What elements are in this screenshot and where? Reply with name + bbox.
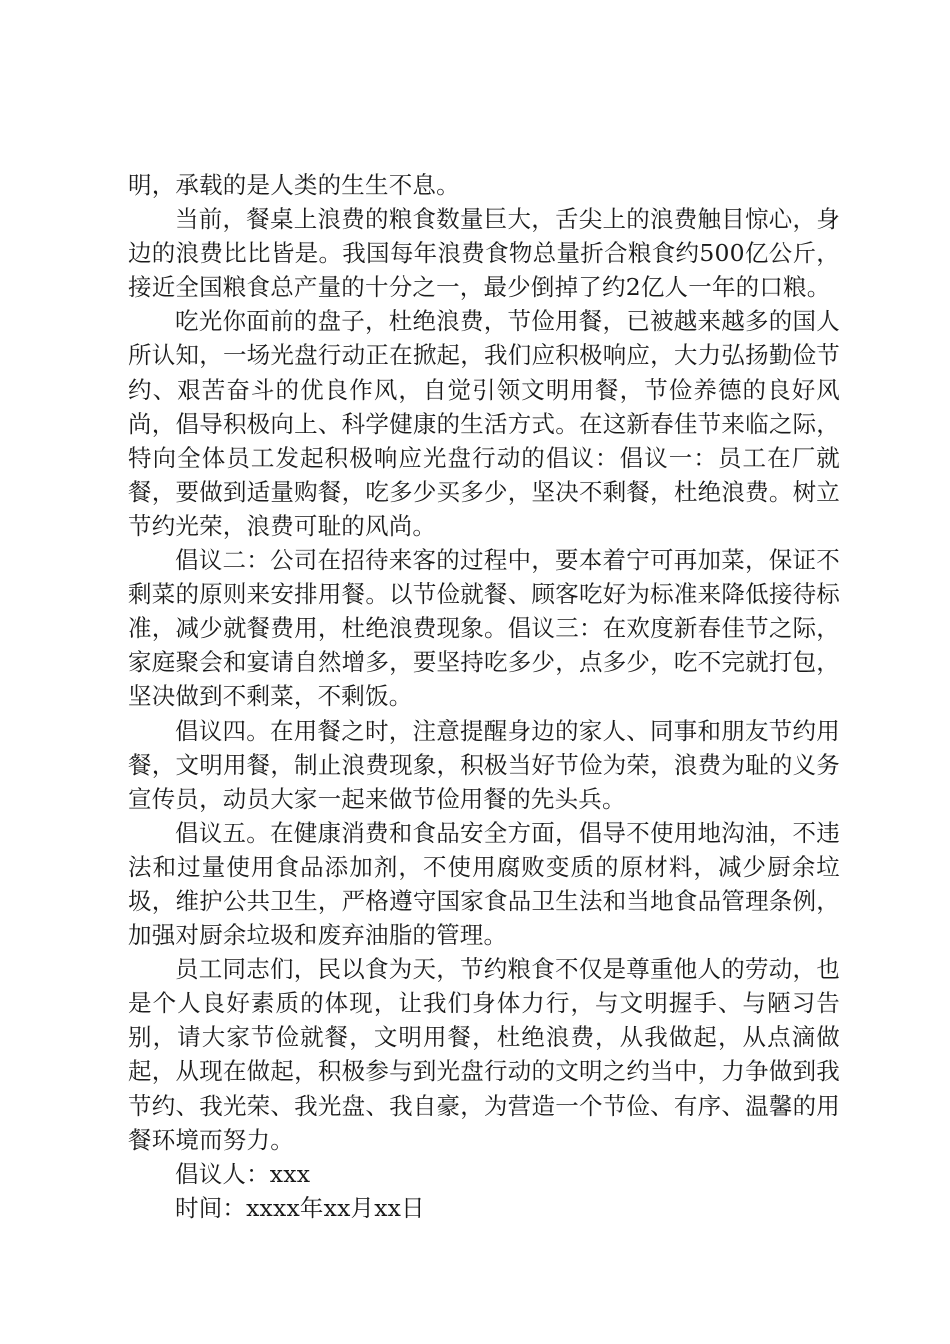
paragraph-closing: 员工同志们，民以食为天，节约粮食不仅是尊重他人的劳动，也是个人良好素质的体现，让我们身体力行，与文明握手、与陋习告别，请大家节俭就餐，文明用餐，杜绝浪费，从我做起，从点滴做起，从现在做起，积极参与到光盘行动的文明之约当中，力争做到我节约、我光荣、我光盘、我自豪，为营造一个节俭、有序、温馨的用餐环境而努力。 xyxy=(128,955,840,1154)
signature-date: 时间：xxxx年xx月xx日 xyxy=(175,1193,425,1222)
paragraph-continuation: 明，承载的是人类的生生不息。 xyxy=(128,171,460,199)
signature-initiator: 倡议人：xxx xyxy=(175,1159,311,1188)
paragraph-proposal-four: 倡议四。在用餐之时，注意提醒身边的家人、同事和朋友节约用餐，文明用餐，制止浪费现象，积极当好节俭为荣，浪费为耻的义务宣传员，动员大家一起来做节俭用餐的先头兵。 xyxy=(128,716,840,813)
document-body xyxy=(128,168,840,1225)
paragraph-proposal-five: 倡议五。在健康消费和食品安全方面，倡导不使用地沟油，不违法和过量使用食品添加剂，不使用腐败变质的原材料，减少厨余垃圾，维护公共卫生，严格遵守国家食品卫生法和当地食品管理条例，加强对厨余垃圾和废弃油脂的管理。 xyxy=(128,818,840,950)
paragraph-current-waste: 当前，餐桌上浪费的粮食数量巨大，舌尖上的浪费触目惊心，身边的浪费比比皆是。我国每年浪费食物总量折合粮食约500亿公斤，接近全国粮食总产量的十分之一，最少倒掉了约2亿人一年的口粮。 xyxy=(128,205,840,302)
paragraph-proposal-two-three: 倡议二：公司在招待来客的过程中，要本着宁可再加菜，保证不剩菜的原则来安排用餐。以节俭就餐、顾客吃好为标准来降低接待标准，减少就餐费用，杜绝浪费现象。倡议三：在欢度新春佳节之际，家庭聚会和宴请自然增多，要坚持吃多少，点多少，吃不完就打包，坚决做到不剩菜，不剩饭。 xyxy=(128,546,840,711)
paragraph-proposal-one: 吃光你面前的盘子，杜绝浪费，节俭用餐，已被越来越多的国人所认知，一场光盘行动正在掀起，我们应积极响应，大力弘扬勤俭节约、艰苦奋斗的优良作风，自觉引领文明用餐，节俭养德的良好风尚，倡导积极向上、科学健康的生活方式。在这新春佳节来临之际，特向全体员工发起积极响应光盘行动的倡议：倡议一：员工在厂就餐，要做到适量购餐，吃多少买多少，坚决不剩餐，杜绝浪费。树立节约光荣，浪费可耻的风尚。 xyxy=(128,307,840,540)
